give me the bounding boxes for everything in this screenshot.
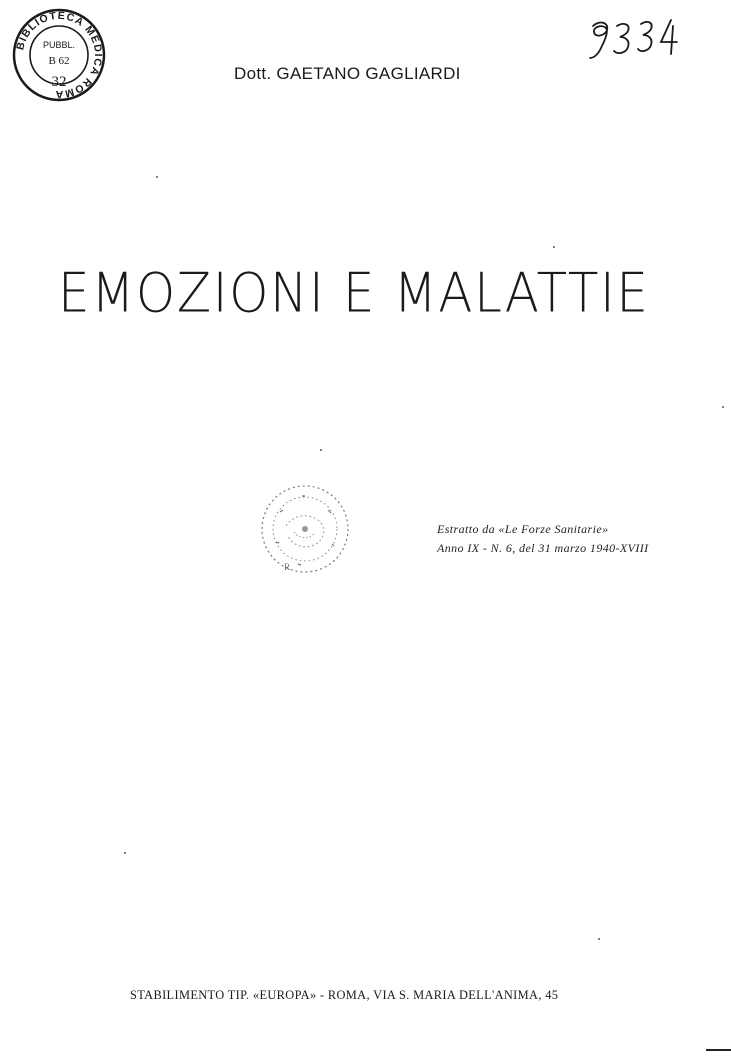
stamp-line-2: B 62 xyxy=(48,55,70,67)
document-title: EMOZIONI E MALATTIE xyxy=(58,262,650,325)
handwriting-graphic xyxy=(585,14,685,64)
extract-line-2: Anno IX - N. 6, del 31 marzo 1940-XVIII xyxy=(437,541,649,555)
scan-speck xyxy=(156,176,158,178)
author-name: Dott. GAETANO GAGLIARDI xyxy=(234,64,461,83)
stamp-outer-text: BIBLIOTECA MEDICA ROMA xyxy=(14,9,105,101)
scan-speck xyxy=(598,938,600,940)
svg-text:R: R xyxy=(284,562,291,572)
scan-speck xyxy=(553,246,555,248)
round-seal xyxy=(258,482,352,576)
stamp-line-3: 32 xyxy=(51,74,67,90)
scan-speck xyxy=(320,449,322,451)
printer-imprint: STABILIMENTO TIP. «EUROPA» - ROMA, VIA S. MARIA DELL'ANIMA, 45 xyxy=(130,988,559,1002)
library-stamp-graphic xyxy=(12,8,106,102)
seal-graphic xyxy=(258,482,352,576)
stamp-line-1: PUBBL. xyxy=(42,40,76,50)
extract-note xyxy=(437,520,649,558)
library-stamp xyxy=(12,8,106,102)
scan-speck xyxy=(722,406,724,408)
scan-speck xyxy=(124,852,126,854)
scan-edge-mark xyxy=(706,1049,731,1051)
extract-line-1: Estratto da «Le Forze Sanitarie» xyxy=(437,522,609,536)
handwritten-catalogue-number xyxy=(585,14,685,64)
